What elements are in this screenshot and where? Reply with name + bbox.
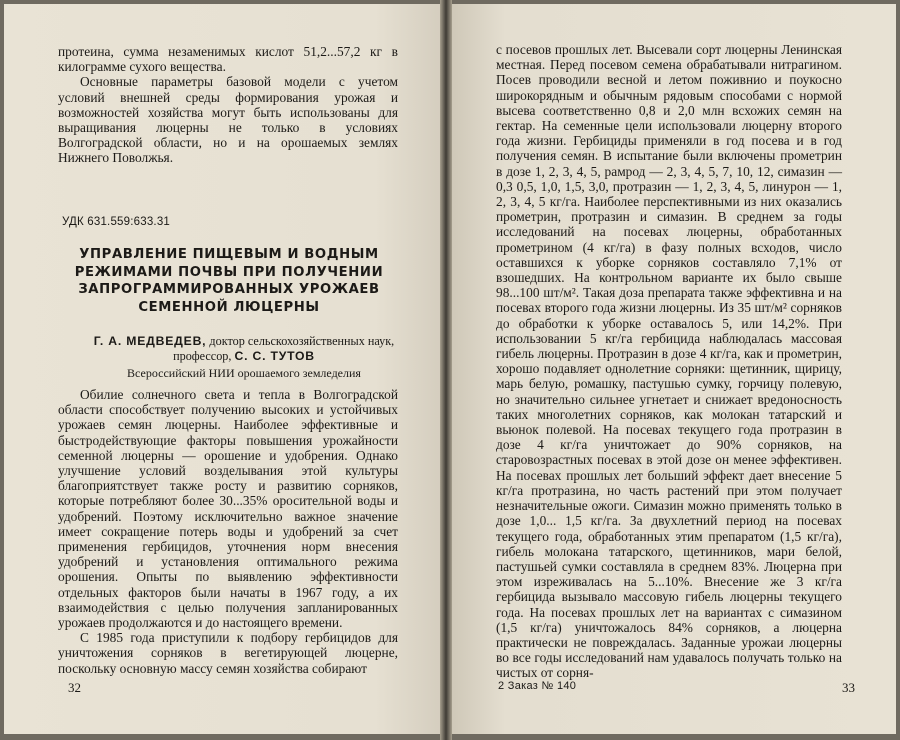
article-title: УПРАВЛЕНИЕ ПИЩЕВЫМ И ВОДНЫМ РЕЖИМАМИ ПОЧВЫ ПРИ ПОЛУЧЕНИИ ЗАПРОГРАММИРОВАННЫХ УРОЖАЕВ СЕМЕННОЙ ЛЮЦЕРНЫ xyxy=(74,247,384,315)
intro-text-block xyxy=(58,44,398,166)
left-page xyxy=(4,4,440,734)
article-body-left xyxy=(58,387,398,676)
book-gutter xyxy=(440,0,452,740)
author-name: С. С. ТУТОВ xyxy=(234,349,315,363)
institute: Всероссийский НИИ орошаемого земледелия xyxy=(127,366,361,380)
paragraph: с посевов прошлых лет. Высевали сорт люцерны Ленинская местная. Перед посевом семена обрабатывали нитрагином. Посев проводили весной и летом поживнио и поукосно широкорядным и обычным рядовым способами с нормой высева соответственно 0,8 и 2,0 млн всхожих семян на гектар. На семенные цели использовали люцерну второго года жизни. Гербициды применяли в год посева и в год получения семян. В испытание были включены прометрин в дозе 1, 2, 3, 4, 5, рамрод — 2, 3, 4, 5, 7, 10, 12, симазин — 0,3 0,5, 1,0, 1,5, 3,0, протразин — 1, 2, 3, 4, 5, линурон — 1, 2, 3, 4, 5 кг/га. Наиболее перспективными из них оказались прометрин, протразин и симазин. В среднем за годы исследований на посевах люцерны, обработанных прометрином (4 кг/га) в фазу полных всходов, число оставшихся к уборке сорняков составляло 7,1% от взошедших. На контрольном варианте их было свыше 98...100 шт/м². Такая доза препарата также эффективна и на посевах второго года жизни люцерны. Из 35 шт/м² сорняков до обработки к уборке оставалось 5, или 14,2%. При использовании 5 кг/га гербицида наблюдалась массовая гибель люцерны. Протразин в дозе 4 кг/га, как и прометрин, хорошо подавляет однолетние сорняки: щетинник, щирицу, марь белую, ромашку, пастушью сумку, горчицу полевую, но значительно сильнее угнетает и снижает вредоносность таких многолетних сорняков, как молокан татарский и вьюнок полевой. На посевах текущего года протразин в дозе 4 кг/га уничтожает до 90% сорняков, на старовозрастных посевах в этой дозе он менее эффективен. На посевах прошлых лет больший эффект дает внесение 5 кг/га протразина, но часть растений при этом получает незначительные ожоги. Симазин можно применять только в дозе 1,0... 1,5 кг/га. За двухлетний период на посевах текущего года, обработанных этим препаратом (1,5 кг/га), гибель молокана татарского, щетинников, мари белой, пастушьей сумки составляла в среднем 83%. Люцерна при этом изреживалась на 5...10%. Внесение же 3 кг/га гербицида вызывало массовую гибель люцерны текущего года. На посевах прошлых лет на вариантах с симазином (1,5 кг/га) уничтожалось 84% сорняков, а люцерна практически не повреждалась. Заданные урожаи люцерны во все годы исследований нам удавалось получать только на чистых от сорня- xyxy=(496,42,842,681)
article-body-right xyxy=(496,42,842,681)
right-page xyxy=(452,4,896,734)
paragraph: Обилие солнечного света и тепла в Волгоградской области способствует получению высоких и устойчивых урожаев семян люцерны. Наиболее эффективные и быстродействующие факторы повышения урожайности семенной люцерны — орошение и удобрения. Однако улучшение условий возделывания этой культуры благоприятствует также росту и развитию сорняков, которые потребляют более 30...35% оросительной воды и удобрений. Поэтому исключительно важное значение имеет сокращение потерь воды и удобрений за счет применения гербицидов, уточнения норм внесения удобрений и установления оптимального режима орошения. Опыты по выявлению эффективности отдельных факторов были начаты в 1967 году, а их взаимодействия с целью получения запланированных урожаев продолжаются и до настоящего времени. xyxy=(58,387,398,631)
paragraph: протеина, сумма незаменимых кислот 51,2...57,2 кг в килограмме сухого вещества. xyxy=(58,44,398,75)
paragraph: Основные параметры базовой модели с учетом условий внешней среды формирования урожая и возможностей хозяйства могут быть использованы для выращивания люцерны не только в условиях Волгоградской области, но и на орошаемых землях Нижнего Поволжья. xyxy=(58,74,398,166)
author-credentials: доктор сельскохозяйственных наук, профессор, xyxy=(173,334,395,363)
author-name: Г. А. МЕДВЕДЕВ, xyxy=(93,334,207,348)
authors xyxy=(84,334,404,364)
paragraph: С 1985 года приступили к подбору гербицидов для уничтожения сорняков в вегетирующей люцерне, поскольку основную массу семян хозяйства собирают xyxy=(58,630,398,676)
udk-code: УДК 631.559:633.31 xyxy=(62,216,171,228)
printer-signature: 2 Заказ № 140 xyxy=(498,680,577,692)
page-number: 32 xyxy=(68,680,81,695)
page-number: 33 xyxy=(842,680,855,695)
